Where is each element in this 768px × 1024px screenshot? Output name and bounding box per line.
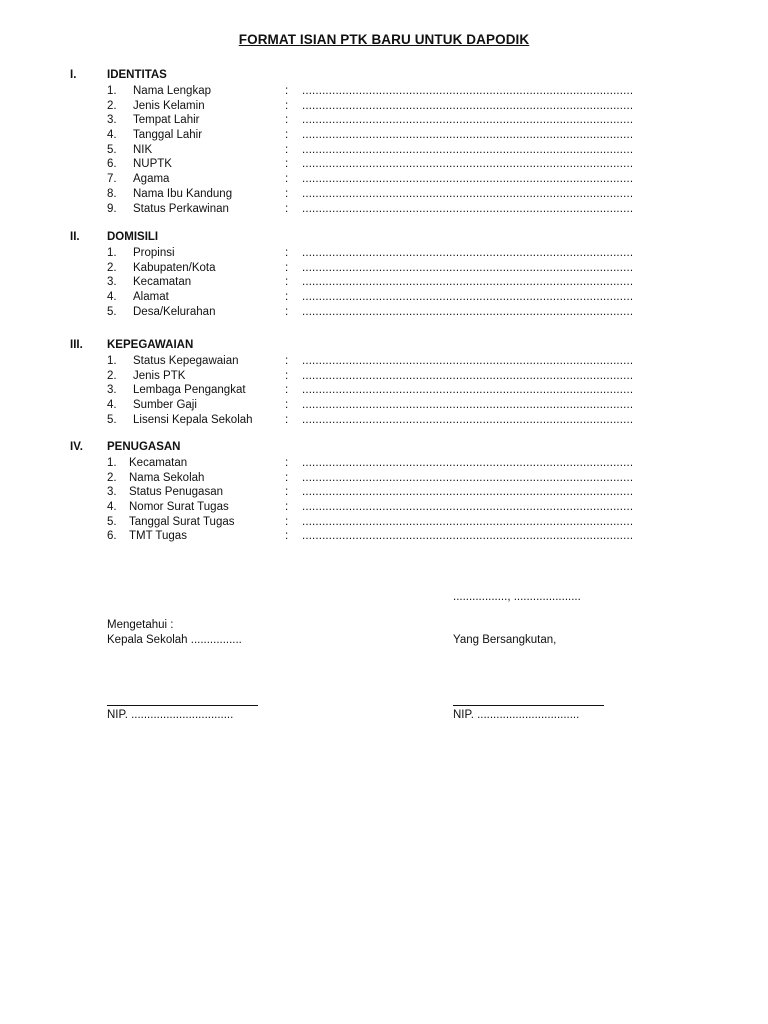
form-field-row [0,485,768,500]
section-1 [0,69,768,216]
form-field-row [0,413,768,428]
form-field-row [0,456,768,471]
field-fill-line[interactable]: ................................................................................................... [302,305,634,318]
section-roman-numeral: III. [70,339,83,351]
field-fill-line[interactable]: ................................................................................................... [302,114,634,127]
known-by-label: Mengetahui : [107,619,174,631]
field-colon: : [285,85,289,97]
form-field-row [0,529,768,544]
field-fill-line[interactable]: ................................................................................................... [302,85,634,97]
field-number: 8. [107,187,117,200]
field-fill-line[interactable]: ................................................................................................... [302,261,634,274]
person-signature-line [453,705,604,706]
field-colon: : [285,501,289,514]
field-fill-line[interactable]: ................................................................................................... [302,99,634,112]
field-colon: : [285,369,289,382]
field-label: Tempat Lahir [133,114,200,127]
field-colon: : [285,486,289,499]
section-2 [0,231,768,319]
field-colon: : [285,399,289,412]
field-colon: : [285,202,289,215]
field-fill-line[interactable]: ................................................................................................... [302,129,634,142]
form-field-row [0,113,768,128]
field-fill-line[interactable]: ................................................................................................... [302,173,634,186]
form-field-row [0,246,768,261]
field-label: Jenis Kelamin [133,99,205,112]
section-title: KEPEGAWAIAN [107,339,194,351]
field-label: Propinsi [133,247,175,259]
field-label: Kecamatan [133,276,192,289]
field-number: 5. [107,413,117,426]
form-title: FORMAT ISIAN PTK BARU UNTUK DAPODIK [238,32,530,47]
field-fill-line[interactable]: ................................................................................................... [302,530,634,543]
field-number: 4. [107,399,117,412]
field-number: 1. [107,247,117,259]
field-fill-line[interactable]: ................................................................................................... [302,202,634,215]
section-heading [0,339,768,354]
field-label: Nama Ibu Kandung [133,187,233,200]
field-label: NUPTK [133,158,172,171]
principal-label: Kepala Sekolah ................ [107,634,242,646]
field-fill-line[interactable]: ................................................................................................... [302,355,634,367]
field-label: Status Kepegawaian [133,355,239,367]
field-label: TMT Tugas [129,530,187,543]
field-label: Kecamatan [129,457,188,469]
form-field-row [0,398,768,413]
field-label: Tanggal Surat Tugas [129,515,235,528]
form-field-row [0,369,768,384]
field-number: 6. [107,530,117,543]
field-number: 2. [107,369,117,382]
field-colon: : [285,143,289,156]
form-field-row [0,143,768,158]
field-number: 9. [107,202,117,215]
field-label: Nomor Surat Tugas [129,501,229,514]
form-field-row [0,305,768,320]
field-number: 4. [107,129,117,142]
form-field-row [0,500,768,515]
field-label: Status Perkawinan [133,202,229,215]
field-colon: : [285,187,289,200]
field-number: 2. [107,261,117,274]
place-date-line: ................., ..................... [453,591,581,603]
field-fill-line[interactable]: ................................................................................................... [302,369,634,382]
field-label: Kabupaten/Kota [133,261,216,274]
principal-signature-line [107,705,258,706]
field-label: Nama Sekolah [129,471,205,484]
field-label: Lembaga Pengangkat [133,384,246,397]
principal-nip: NIP. ................................ [107,709,234,721]
section-3 [0,339,768,427]
field-fill-line[interactable]: ................................................................................................... [302,276,634,289]
section-title: IDENTITAS [107,69,167,81]
field-label: Agama [133,173,170,186]
section-title: DOMISILI [107,231,159,243]
field-colon: : [285,99,289,112]
field-colon: : [285,530,289,543]
section-heading [0,69,768,84]
field-fill-line[interactable]: ................................................................................................... [302,501,634,514]
field-label: Desa/Kelurahan [133,305,216,318]
field-fill-line[interactable]: ................................................................................................... [302,247,634,259]
form-field-row [0,275,768,290]
section-4 [0,441,768,544]
field-number: 7. [107,173,117,186]
form-field-row [0,99,768,114]
form-field-row [0,172,768,187]
person-nip: NIP. ................................ [453,709,580,721]
field-number: 5. [107,305,117,318]
section-roman-numeral: IV. [70,441,84,453]
form-field-row [0,290,768,305]
field-fill-line[interactable]: ................................................................................................... [302,399,634,412]
field-fill-line[interactable]: ................................................................................................... [302,291,634,304]
field-fill-line[interactable]: ................................................................................................... [302,187,634,200]
section-roman-numeral: I. [70,69,77,81]
field-number: 5. [107,515,117,528]
field-number: 1. [107,85,117,97]
field-label: NIK [133,143,153,156]
field-fill-line[interactable]: ................................................................................................... [302,457,634,469]
field-fill-line[interactable]: ................................................................................................... [302,158,634,171]
field-colon: : [285,129,289,142]
field-colon: : [285,114,289,127]
section-title: PENUGASAN [107,441,181,453]
field-label: Status Penugasan [129,486,223,499]
field-fill-line[interactable]: ................................................................................................... [302,515,634,528]
field-number: 3. [107,276,117,289]
field-number: 2. [107,99,117,112]
field-number: 1. [107,457,117,469]
field-colon: : [285,515,289,528]
field-number: 4. [107,291,117,304]
field-label: Lisensi Kepala Sekolah [133,413,253,426]
field-fill-line[interactable]: ................................................................................................... [302,384,634,397]
field-colon: : [285,384,289,397]
field-number: 1. [107,355,117,367]
person-label: Yang Bersangkutan, [453,634,557,646]
field-colon: : [285,158,289,171]
form-field-row [0,383,768,398]
field-colon: : [285,413,289,426]
form-field-row [0,157,768,172]
form-field-row [0,187,768,202]
field-colon: : [285,173,289,186]
field-colon: : [285,276,289,289]
field-number: 2. [107,471,117,484]
field-number: 3. [107,486,117,499]
field-fill-line[interactable]: ................................................................................................... [302,486,634,499]
field-colon: : [285,471,289,484]
field-number: 3. [107,384,117,397]
field-number: 5. [107,143,117,156]
form-field-row [0,354,768,369]
field-colon: : [285,355,289,367]
section-heading [0,231,768,246]
field-colon: : [285,305,289,318]
form-field-row [0,261,768,276]
field-fill-line[interactable]: ................................................................................................... [302,143,634,156]
field-number: 6. [107,158,117,171]
field-colon: : [285,457,289,469]
field-label: Jenis PTK [133,369,186,382]
form-field-row [0,515,768,530]
field-number: 4. [107,501,117,514]
field-label: Sumber Gaji [133,399,197,412]
section-heading [0,441,768,456]
field-label: Tanggal Lahir [133,129,203,142]
field-label: Nama Lengkap [133,85,211,97]
form-field-row [0,202,768,217]
field-fill-line[interactable]: ................................................................................................... [302,471,634,484]
form-field-row [0,128,768,143]
field-number: 3. [107,114,117,127]
section-roman-numeral: II. [70,231,80,243]
form-field-row [0,84,768,99]
form-field-row [0,471,768,486]
field-colon: : [285,291,289,304]
field-colon: : [285,261,289,274]
field-label: Alamat [133,291,169,304]
field-colon: : [285,247,289,259]
field-fill-line[interactable]: ................................................................................................... [302,413,634,426]
